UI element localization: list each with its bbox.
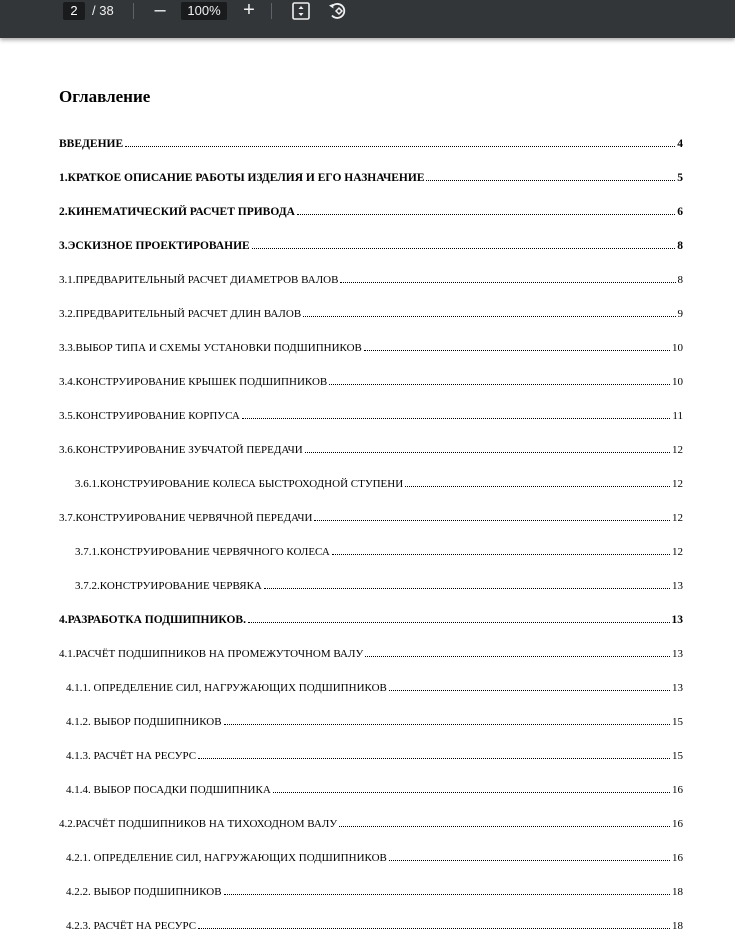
toc-entry[interactable] [59,409,683,423]
toc-dot-leader [340,281,675,283]
toc-entry[interactable] [59,375,683,389]
toc-entry[interactable] [59,171,683,185]
toc-entry[interactable] [59,307,683,321]
toc-entry[interactable] [66,783,683,797]
toc-dot-leader [252,247,676,249]
toc-entry-page: 10 [672,342,683,354]
toc-entry-page: 12 [672,444,683,456]
toc-dot-leader [405,485,670,487]
toc-entry-label: 4.1.РАСЧЁТ ПОДШИПНИКОВ НА ПРОМЕЖУТОЧНОМ ВАЛУ [59,648,364,660]
toc-entry-page: 12 [672,478,683,490]
toc-entry[interactable] [59,817,683,831]
toc-dot-leader [198,757,670,759]
toc-entry-page: 11 [672,410,683,422]
plus-icon[interactable]: + [243,0,255,21]
toc-entry-page: 4 [677,138,683,150]
toc-dot-leader [364,349,670,351]
toc-entry[interactable] [66,749,683,763]
page-total: / 38 [92,3,114,18]
toc-entry-label: 4.2.РАСЧЁТ ПОДШИПНИКОВ НА ТИХОХОДНОМ ВАЛУ [59,818,338,830]
toc-entry-page: 13 [672,580,683,592]
toc-entry-page: 13 [672,682,683,694]
page-title: Оглавление [59,87,151,106]
toc-entry-label: 3.5.КОНСТРУИРОВАНИЕ КОРПУСА [59,410,240,422]
toc-dot-leader [273,791,670,793]
minus-icon[interactable]: – [154,0,166,21]
toc-entry-label: 3.1.ПРЕДВАРИТЕЛЬНЫЙ РАСЧЕТ ДИАМЕТРОВ ВАЛОВ [59,274,339,286]
toc-dot-leader [339,825,670,827]
toc-entry[interactable] [59,273,683,287]
toc-entry[interactable] [59,137,683,151]
toolbar-divider [133,3,134,19]
toc-entry-label: 4.2.3. РАСЧЁТ НА РЕСУРС [66,920,197,932]
pdf-toolbar [0,0,735,38]
toc-entry-label: 1.КРАТКОЕ ОПИСАНИЕ РАБОТЫ ИЗДЕЛИЯ И ЕГО НАЗНАЧЕНИЕ [59,172,425,184]
toc-entry-page: 12 [672,512,683,524]
toc-entry[interactable] [75,545,683,559]
toc-entry-label: 3.7.2.КОНСТРУИРОВАНИЕ ЧЕРВЯКА [75,580,262,592]
toc-entry-page: 5 [677,172,683,184]
toc-entry[interactable] [66,715,683,729]
toc-entry-label: 3.6.1.КОНСТРУИРОВАНИЕ КОЛЕСА БЫСТРОХОДНОЙ СТУПЕНИ [75,478,404,490]
toc-dot-leader [297,213,675,215]
toc-entry-label: 3.7.1.КОНСТРУИРОВАНИЕ ЧЕРВЯЧНОГО КОЛЕСА [75,546,330,558]
toc-entry-label: 3.2.ПРЕДВАРИТЕЛЬНЫЙ РАСЧЕТ ДЛИН ВАЛОВ [59,308,302,320]
toc-entry-label: 3.ЭСКИЗНОЕ ПРОЕКТИРОВАНИЕ [59,240,250,252]
toc-entry-label: ВВЕДЕНИЕ [59,138,124,150]
toc-entry-label: 4.1.3. РАСЧЁТ НА РЕСУРС [66,750,197,762]
toc-entry-label: 3.3.ВЫБОР ТИПА И СХЕМЫ УСТАНОВКИ ПОДШИПНИКОВ [59,342,362,354]
toc-entry[interactable] [59,647,683,661]
toc-entry-label: 4.РАЗРАБОТКА ПОДШИПНИКОВ. [59,614,246,626]
toc-dot-leader [314,519,670,521]
toc-dot-leader [224,723,670,725]
toc-entry-page: 13 [671,614,683,626]
toc-entry-label: 4.2.1. ОПРЕДЕЛЕНИЕ СИЛ, НАГРУЖАЮЩИХ ПОДШИПНИКОВ [66,852,387,864]
toc-entry-page: 15 [672,716,683,728]
toc-entry[interactable] [66,919,683,933]
page-number-input[interactable]: 2 [63,2,85,20]
toc-dot-leader [365,655,670,657]
toc-entry[interactable] [59,613,683,627]
fit-to-page-icon[interactable] [291,1,311,21]
toc-entry-label: 2.КИНЕМАТИЧЕСКИЙ РАСЧЕТ ПРИВОДА [59,206,295,218]
toc-entry-page: 15 [672,750,683,762]
toc-entry-page: 6 [677,206,683,218]
toc-entry[interactable] [75,579,683,593]
toc-dot-leader [264,587,670,589]
toc-entry-page: 8 [677,240,683,252]
toc-entry[interactable] [59,205,683,219]
toc-entry-page: 10 [672,376,683,388]
toc-entry-label: 4.2.2. ВЫБОР ПОДШИПНИКОВ [66,886,222,898]
toc-entry-label: 4.1.1. ОПРЕДЕЛЕНИЕ СИЛ, НАГРУЖАЮЩИХ ПОДШИПНИКОВ [66,682,387,694]
toc-dot-leader [248,621,670,623]
toc-entry[interactable] [59,443,683,457]
toc-dot-leader [389,689,670,691]
toc-entry[interactable] [66,681,683,695]
toc-entry-page: 8 [677,274,683,286]
toc-dot-leader [242,417,671,419]
zoom-level-input[interactable]: 100% [181,2,227,20]
toc-entry-label: 4.1.4. ВЫБОР ПОСАДКИ ПОДШИПНИКА [66,784,271,796]
toc-dot-leader [329,383,670,385]
toc-entry-label: 3.6.КОНСТРУИРОВАНИЕ ЗУБЧАТОЙ ПЕРЕДАЧИ [59,444,303,456]
toc-entry-page: 13 [672,648,683,660]
toc-entry-label: 3.4.КОНСТРУИРОВАНИЕ КРЫШЕК ПОДШИПНИКОВ [59,376,328,388]
toc-entry[interactable] [66,851,683,865]
toc-entry[interactable] [59,341,683,355]
toc-dot-leader [305,451,670,453]
toc-entry-page: 16 [672,818,683,830]
toc-entry-page: 18 [672,886,683,898]
toc-dot-leader [224,893,670,895]
toc-entry[interactable] [59,511,683,525]
toc-entry[interactable] [59,239,683,253]
toc-entry-page: 18 [672,920,683,932]
toc-dot-leader [332,553,670,555]
toc-entry-page: 9 [677,308,683,320]
toc-entry[interactable] [66,885,683,899]
toc-dot-leader [198,927,670,929]
toc-dot-leader [125,145,675,147]
toc-dot-leader [303,315,675,317]
toc-entry-label: 3.7.КОНСТРУИРОВАНИЕ ЧЕРВЯЧНОЙ ПЕРЕДАЧИ [59,512,313,524]
toc-entry[interactable] [75,477,683,491]
toc-dot-leader [389,859,670,861]
rotate-icon[interactable] [327,0,349,22]
toc-dot-leader [426,179,675,181]
toc-entry-page: 12 [672,546,683,558]
document-page [0,38,735,950]
toc-entry-page: 16 [672,852,683,864]
toc-entry-label: 4.1.2. ВЫБОР ПОДШИПНИКОВ [66,716,222,728]
toolbar-divider [271,3,272,19]
toc-entry-page: 16 [672,784,683,796]
